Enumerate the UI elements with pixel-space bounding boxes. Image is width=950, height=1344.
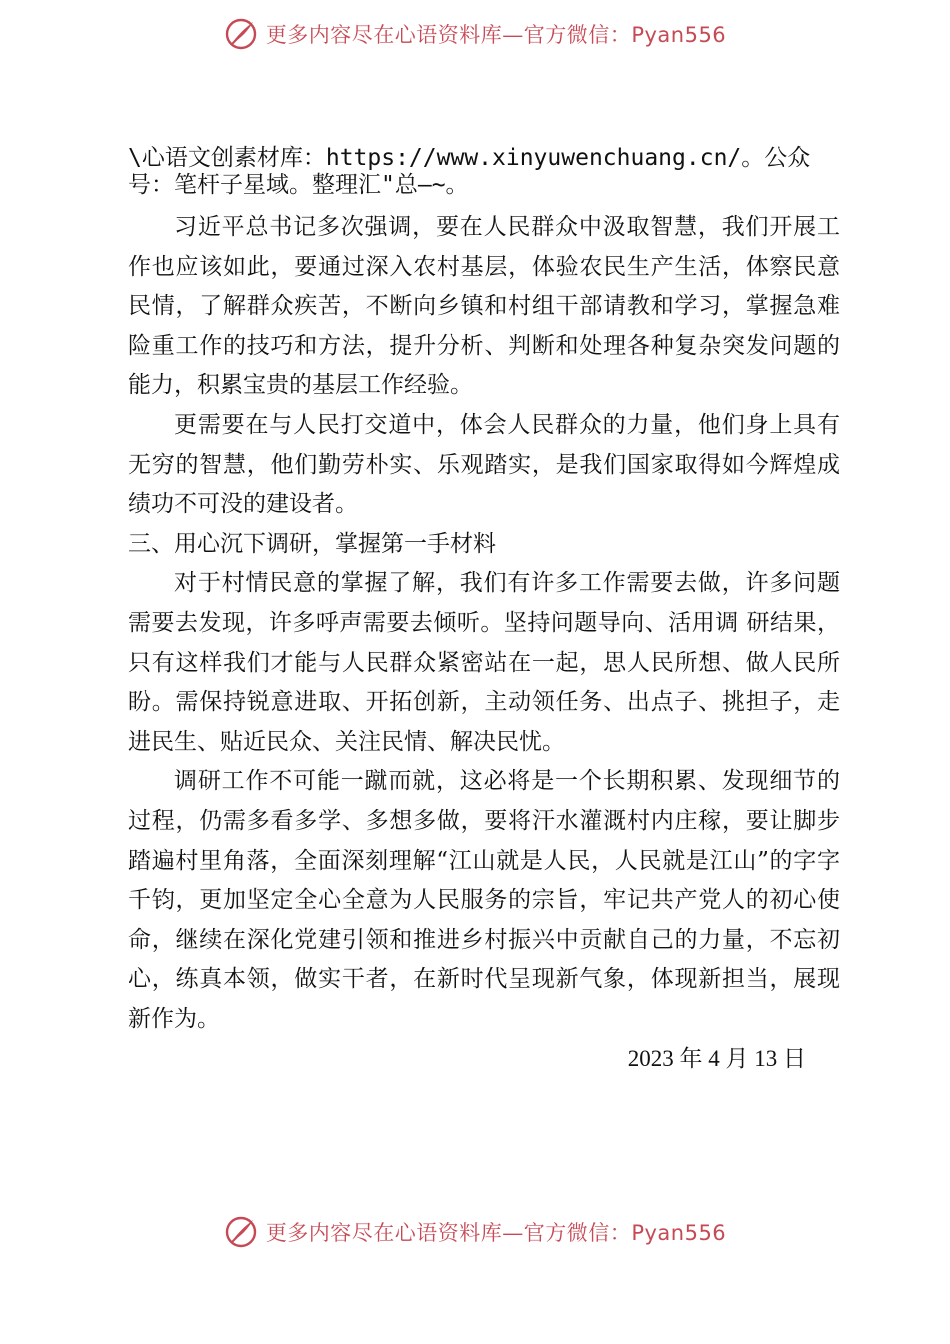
document-date: 2023 年 4 月 13 日 [627, 1046, 806, 1072]
paragraph: 习近平总书记多次强调，要在人民群众中汲取智慧，我们开展工作也应该如此，要通过深入农村基层，体验农民生产生活，体察民意民情，了解群众疾苦，不断向乡镇和村组干部请教和学习，掌握急难险重工作的技巧和方法，提升分析、判断和处理各种复杂突发问题的能力，积累宝贵的基层工作经验。 [128, 214, 840, 399]
document-body [128, 145, 840, 1079]
paragraph: 调研工作不可能一蹴而就，这必将是一个长期积累、发现细节的过程，仍需多看多学、多想多做，要将汗水灌溉村内庄稼，要让脚步踏遍村里角落，全面深刻理解“江山就是人民，人民就是江山”的字字千钧，更加坚定全心全意为人民服务的宗旨，牢记共产党人的初心使命，继续在深化党建引领和推进乡村振兴中贡献自己的力量，不忘初心，练真本领，做实干者，在新时代呈现新气象，体现新担当，展现新作为。 [128, 768, 840, 1032]
source-header-line: \心语文创素材库：https://www.xinyuwenchuang.cn/。公众号：笔杆子星域。整理汇"总—~。 [128, 145, 811, 198]
section-heading: 三、用心沉下调研，掌握第一手材料 [128, 530, 496, 557]
quill-logo-icon [224, 1215, 258, 1249]
bottom-watermark-banner [0, 1212, 950, 1252]
paragraph: 对于村情民意的掌握了解，我们有许多工作需要去做，许多问题需要去发现，许多呼声需要去倾听。坚持问题导向、活用调 研结果，只有这样我们才能与人民群众紧密站在一起，思人民所想、做人民所盼。需保持锐意进取、开拓创新，主动领任务、出点子、挑担子，走进民生、贴近民众、关注民情、解决民忧。 [128, 570, 840, 755]
watermark-text: 更多内容尽在心语资料库—官方微信：Pyan556 [265, 1221, 727, 1245]
paragraph: 更需要在与人民打交道中，体会人民群众的力量，他们身上具有无穷的智慧，他们勤劳朴实、乐观踏实，是我们国家取得如今辉煌成绩功不可没的建设者。 [128, 411, 840, 518]
quill-logo-icon [224, 17, 258, 51]
watermark-text: 更多内容尽在心语资料库—官方微信：Pyan556 [265, 23, 727, 47]
top-watermark-banner [0, 14, 950, 54]
